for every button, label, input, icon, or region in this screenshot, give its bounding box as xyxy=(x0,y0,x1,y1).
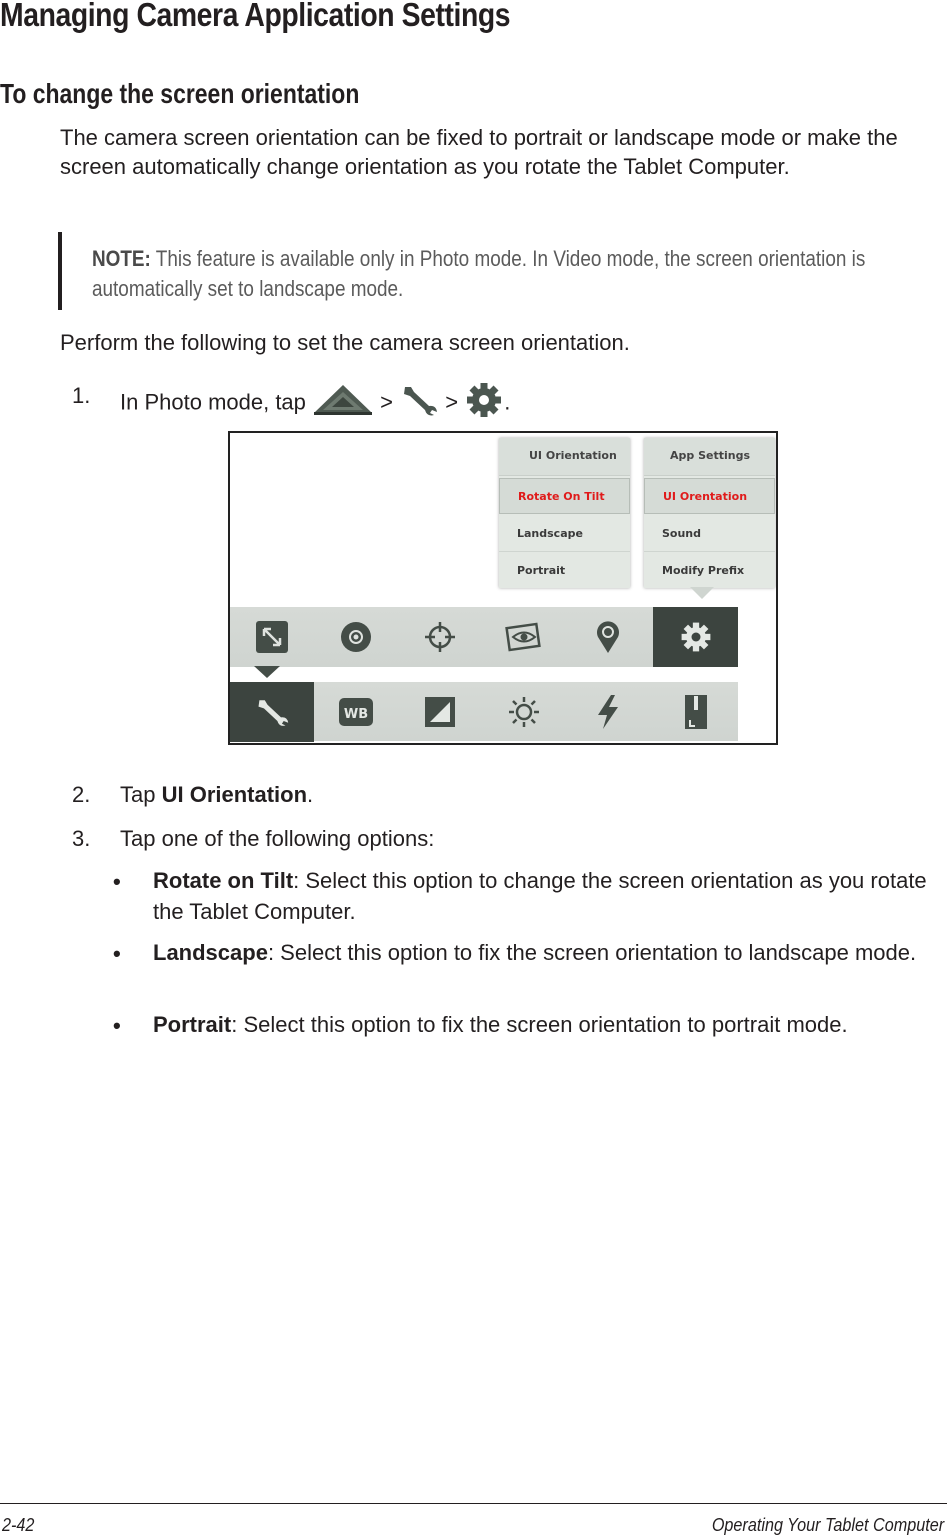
step-2-bold: UI Orientation xyxy=(161,782,308,807)
white-balance-button[interactable] xyxy=(314,682,398,742)
option-desc: : Select this option to fix the screen orientation to landscape mode. xyxy=(267,940,917,965)
option-name: Portrait xyxy=(153,1012,232,1037)
menu-header xyxy=(644,438,775,476)
menu-triangle-icon xyxy=(312,383,374,424)
page-title: Managing Camera Application Settings xyxy=(0,0,511,33)
step-end: . xyxy=(504,389,511,415)
camera-settings-screenshot xyxy=(228,431,778,745)
storage-icon xyxy=(682,694,710,730)
menu-item-rotate-on-tilt[interactable]: Rotate On Tilt xyxy=(499,478,630,514)
bullet-marker: • xyxy=(113,869,121,894)
scene-button[interactable] xyxy=(482,607,566,667)
lens-button[interactable] xyxy=(314,607,398,667)
footer-rule xyxy=(0,1503,947,1504)
bullet-marker: • xyxy=(113,941,121,966)
step-1 xyxy=(72,381,672,415)
separator: > xyxy=(439,389,465,415)
separator: > xyxy=(374,389,400,415)
flash-button[interactable] xyxy=(566,682,650,742)
brightness-icon xyxy=(507,695,541,729)
exposure-button[interactable] xyxy=(398,682,482,742)
storage-button[interactable] xyxy=(653,682,738,742)
note-text: This feature is available only in Photo mode. In Video mode, the screen orientation is automatically set to landscape mode. xyxy=(92,246,866,301)
step-2-suffix: . xyxy=(307,782,314,807)
tools-button[interactable] xyxy=(230,682,314,742)
step-text xyxy=(120,381,510,426)
settings-button[interactable] xyxy=(653,607,738,667)
crosshair-icon xyxy=(423,620,457,654)
section-heading: To change the screen orientation xyxy=(0,78,360,109)
exposure-icon xyxy=(423,695,457,729)
camera-toolbar-bottom xyxy=(230,682,738,741)
camera-toolbar-top xyxy=(230,607,738,667)
step-text: Tap one of the following options: xyxy=(120,826,435,851)
menu-header-label: App Settings xyxy=(670,449,751,462)
wrench-icon xyxy=(399,383,439,424)
step-number: 1. xyxy=(72,383,91,408)
wrench-icon xyxy=(254,695,290,729)
note-block xyxy=(92,244,909,304)
ui-orientation-menu xyxy=(499,438,630,588)
note-divider xyxy=(58,232,62,310)
location-pin-icon xyxy=(593,620,623,654)
note-label: NOTE: xyxy=(92,246,151,271)
page-number: 2-42 xyxy=(2,1515,35,1535)
option-portrait xyxy=(153,1010,947,1041)
scene-icon xyxy=(504,620,544,654)
menu-item-landscape[interactable]: Landscape xyxy=(499,516,630,552)
menu-item-modify-prefix[interactable]: Modify Prefix xyxy=(662,564,745,577)
option-name: Landscape xyxy=(153,940,268,965)
option-name: Rotate on Tilt xyxy=(153,868,294,893)
step-number: 3. xyxy=(72,826,91,851)
resize-button[interactable] xyxy=(230,607,314,667)
footer-section-title: Operating Your Tablet Computer xyxy=(711,1515,944,1535)
menu-header-label: UI Orientation xyxy=(529,449,617,462)
menu-item-ui-orientation[interactable]: UI Orentation xyxy=(644,478,775,514)
step-2-prefix: Tap xyxy=(120,782,162,807)
wb-label: WB xyxy=(343,707,369,722)
step-2 xyxy=(72,780,472,810)
menu-pointer-icon xyxy=(690,587,714,601)
bullet-marker: • xyxy=(113,1013,121,1038)
app-settings-menu xyxy=(644,438,775,588)
option-desc: : Select this option to change the screen orientation as you rotate the Tablet Computer. xyxy=(153,868,927,924)
menu-item-sound[interactable]: Sound xyxy=(644,516,775,552)
gear-icon xyxy=(678,619,714,655)
flash-icon xyxy=(595,694,621,730)
resize-icon xyxy=(255,620,289,654)
lens-icon xyxy=(339,620,373,654)
menu-item-portrait[interactable]: Portrait xyxy=(517,564,566,577)
focus-button[interactable] xyxy=(398,607,482,667)
white-balance-icon xyxy=(338,697,374,727)
step-1-text: In Photo mode, tap xyxy=(120,389,313,415)
step-number: 2. xyxy=(72,782,91,807)
menu-header xyxy=(499,438,630,476)
brightness-button[interactable] xyxy=(482,682,566,742)
location-button[interactable] xyxy=(566,607,650,667)
toolbar-pointer-icon xyxy=(254,666,280,679)
step-text xyxy=(120,780,313,809)
option-desc: : Select this option to fix the screen orientation to portrait mode. xyxy=(231,1012,848,1037)
step-3 xyxy=(72,824,572,854)
perform-instruction: Perform the following to set the camera screen orientation. xyxy=(60,330,630,355)
option-rotate-on-tilt xyxy=(153,866,947,927)
option-landscape xyxy=(153,938,947,969)
intro-paragraph: The camera screen orientation can be fixed to portrait or landscape mode or make the screen automatically change orientation as you rotate the Tablet Computer. xyxy=(60,125,898,179)
gear-icon xyxy=(464,381,504,426)
